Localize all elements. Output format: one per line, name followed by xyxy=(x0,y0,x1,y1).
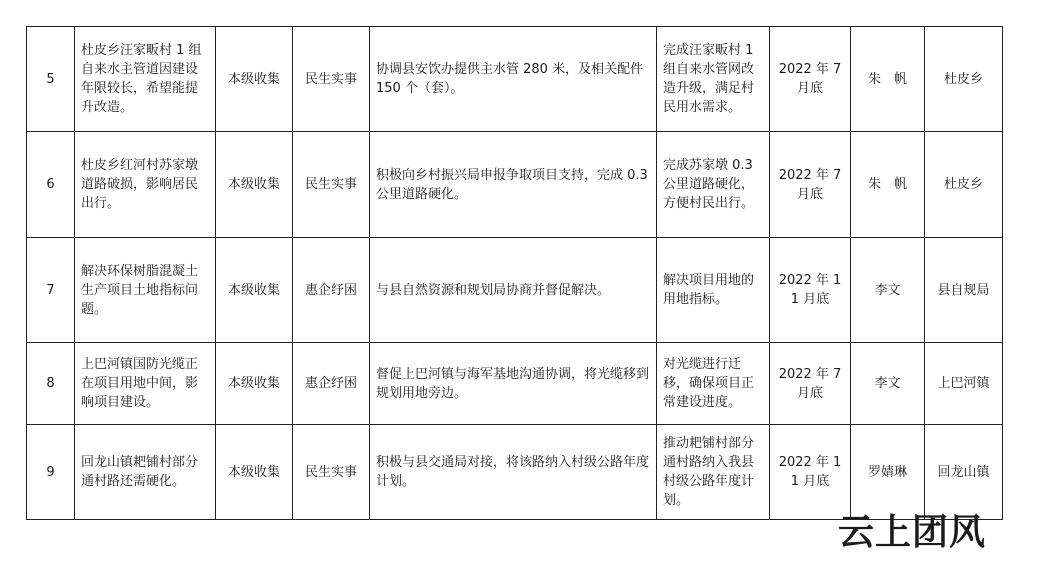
row-number: 7 xyxy=(27,238,75,343)
table-row xyxy=(27,132,1003,238)
watermark-logo: 云上团风 xyxy=(838,511,987,553)
goal-cell: 解决项目用地的用地指标。 xyxy=(657,238,770,343)
source-cell: 本级收集 xyxy=(216,425,293,520)
goal-cell: 完成汪家畈村 1 组自来水管网改造升级，满足村民用水需求。 xyxy=(657,27,770,132)
category-cell: 惠企纾困 xyxy=(293,343,370,425)
measure-cell: 与县自然资源和规划局协商并督促解决。 xyxy=(370,238,657,343)
goal-cell: 推动耙铺村部分通村路纳入我县村级公路年度计划。 xyxy=(657,425,770,520)
person-cell: 李文 xyxy=(851,238,925,343)
table-row xyxy=(27,27,1003,132)
goal-cell: 对光缆进行迁移，确保项目正常建设进度。 xyxy=(657,343,770,425)
person-cell: 朱 帆 xyxy=(851,132,925,238)
issue-cell: 上巴河镇国防光缆正在项目用地中间，影响项目建设。 xyxy=(75,343,216,425)
measure-cell: 积极与县交通局对接，将该路纳入村级公路年度计划。 xyxy=(370,425,657,520)
unit-cell: 杜皮乡 xyxy=(925,27,1003,132)
table-row xyxy=(27,343,1003,425)
source-cell: 本级收集 xyxy=(216,343,293,425)
issue-cell: 杜皮乡红河村苏家墩道路破损，影响居民出行。 xyxy=(75,132,216,238)
measure-cell: 督促上巴河镇与海军基地沟通协调，将光缆移到规划用地旁边。 xyxy=(370,343,657,425)
person-cell: 朱 帆 xyxy=(851,27,925,132)
person-cell: 李文 xyxy=(851,343,925,425)
deadline-cell: 2022 年 7 月底 xyxy=(770,343,851,425)
issue-cell: 杜皮乡汪家畈村 1 组自来水主管道因建设年限较长，希望能提升改造。 xyxy=(75,27,216,132)
category-cell: 民生实事 xyxy=(293,425,370,520)
source-cell: 本级收集 xyxy=(216,27,293,132)
measure-cell: 积极向乡村振兴局申报争取项目支持，完成 0.3 公里道路硬化。 xyxy=(370,132,657,238)
issue-cell: 回龙山镇耙铺村部分通村路还需硬化。 xyxy=(75,425,216,520)
unit-cell: 杜皮乡 xyxy=(925,132,1003,238)
unit-cell: 县自规局 xyxy=(925,238,1003,343)
deadline-cell: 2022 年 7 月底 xyxy=(770,27,851,132)
category-cell: 惠企纾困 xyxy=(293,238,370,343)
row-number: 5 xyxy=(27,27,75,132)
row-number: 6 xyxy=(27,132,75,238)
unit-cell: 回龙山镇 xyxy=(925,425,1003,520)
goal-cell: 完成苏家墩 0.3 公里道路硬化，方便村民出行。 xyxy=(657,132,770,238)
person-cell: 罗婧琳 xyxy=(851,425,925,520)
unit-cell: 上巴河镇 xyxy=(925,343,1003,425)
deadline-cell: 2022 年 7 月底 xyxy=(770,132,851,238)
table-row xyxy=(27,425,1003,520)
row-number: 8 xyxy=(27,343,75,425)
category-cell: 民生实事 xyxy=(293,132,370,238)
row-number: 9 xyxy=(27,425,75,520)
measure-cell: 协调县安饮办提供主水管 280 米，及相关配件 150 个（套）。 xyxy=(370,27,657,132)
source-cell: 本级收集 xyxy=(216,132,293,238)
table-row xyxy=(27,238,1003,343)
source-cell: 本级收集 xyxy=(216,238,293,343)
deadline-cell: 2022 年 11 月底 xyxy=(770,425,851,520)
category-cell: 民生实事 xyxy=(293,27,370,132)
deadline-cell: 2022 年 11 月底 xyxy=(770,238,851,343)
task-table xyxy=(26,26,1003,520)
issue-cell: 解决环保树脂混凝土生产项目土地指标问题。 xyxy=(75,238,216,343)
